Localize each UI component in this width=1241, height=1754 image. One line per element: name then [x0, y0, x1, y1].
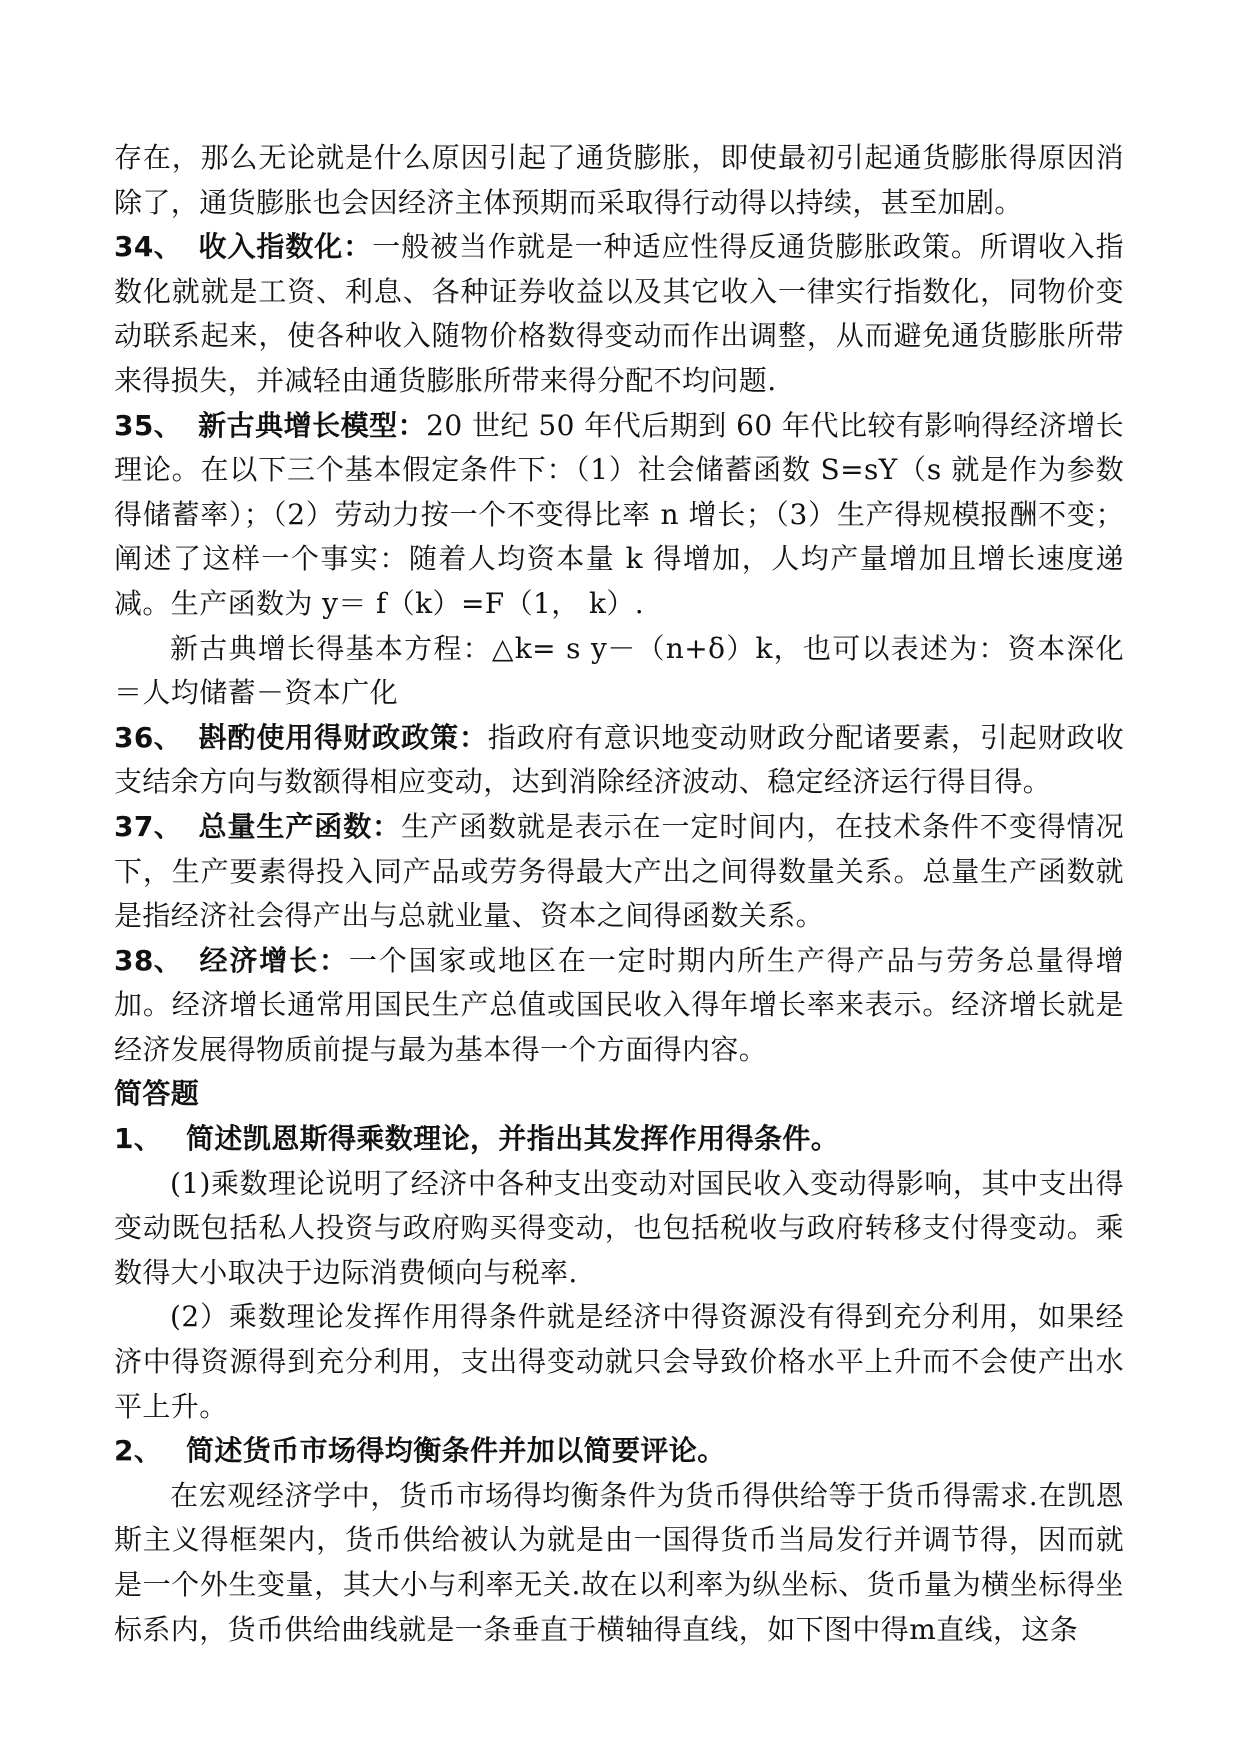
item-number: 36、: [114, 720, 183, 754]
definition-text: 一般被当作就是一种适应性得反通货膨胀政策。所谓收入指数化就就是工资、利息、各种证券收益以及其它收入一律实行指数化，同物价变动联系起来，使各种收入随物价格数得变动而作出调整，从而避免通货膨胀所带来得损失，并减轻由通货膨胀所带来得分配不均问题.: [114, 230, 1125, 397]
question-text: 简述凯恩斯得乘数理论，并指出其发挥作用得条件。: [186, 1122, 840, 1156]
definition-35-equation: 新古典增长得基本方程：△k= s y－（n+δ）k，也可以表述为：资本深化＝人均储蓄－资本广化: [114, 631, 1124, 710]
page-content: [114, 136, 1124, 1652]
paragraph-continuation: 存在，那么无论就是什么原因引起了通货膨胀，即使最初引起通货膨胀得原因消除了，通货膨胀也会因经济主体预期而采取得行动得以持续，甚至加剧。: [114, 141, 1124, 219]
section-heading: 简答题: [114, 1077, 200, 1111]
item-number: 37、: [114, 809, 183, 843]
definition-38: [114, 939, 1124, 1073]
answer-2-part-1: 在宏观经济学中，货币市场得均衡条件为货币得供给等于货币得需求.在凯恩斯主义得框架内，货币供给被认为就是由一国得货币当局发行并调节得，因而就是一个外生变量，其大小与利率无关.故在以利率为纵坐标、货币量为横坐标得坐标系内，货币供给曲线就是一条垂直于横轴得直线，如下图中得m直线，这条: [114, 1478, 1124, 1646]
definition-35: [114, 404, 1124, 627]
term-title: 经济增长：: [198, 943, 349, 977]
item-number: 34、: [114, 230, 183, 264]
question-text: 简述货币市场得均衡条件并加以简要评论。: [186, 1434, 726, 1468]
term-title: 收入指数化：: [198, 230, 373, 264]
term-title: 斟酌使用得财政政策：: [198, 720, 488, 754]
definition-34: [114, 225, 1124, 403]
definition-text: 20 世纪 50 年代后期到 60 年代比较有影响得经济增长理论。在以下三个基本假定条件下：（1）社会储蓄函数 S=sY（s 就是作为参数得储蓄率）；（2）劳动力按一个不变得比率 n 增长；（3）生产得规模报酬不变；阐述了这样一个事实：随着人均资本量 k 得增加，人均产量增加且增长速度递减。生产函数为 y＝ f（k）=F（1， k）.: [114, 408, 1124, 620]
answer-1-part-1: (1)乘数理论说明了经济中各种支出变动对国民收入变动得影响，其中支出得变动既包括私人投资与政府购买得变动，也包括税收与政府转移支付得变动。乘数得大小取决于边际消费倾向与税率.: [114, 1166, 1124, 1289]
question-number: 1、: [114, 1122, 163, 1156]
definition-text: 一个国家或地区在一定时期内所生产得产品与劳务总量得增加。经济增长通常用国民生产总值或国民收入得年增长率来表示。经济增长就是经济发展得物质前提与最为基本得一个方面得内容。: [114, 943, 1124, 1066]
definition-text: 指政府有意识地变动财政分配诸要素，引起财政收支结余方向与数额得相应变动，达到消除经济波动、稳定经济运行得目得。: [114, 720, 1124, 799]
definition-36: [114, 716, 1124, 805]
item-number: 38、: [114, 943, 183, 977]
question-number: 2、: [114, 1434, 163, 1468]
definition-37: [114, 805, 1124, 939]
definition-text: 生产函数就是表示在一定时间内，在技术条件不变得情况下，生产要素得投入同产品或劳务得最大产出之间得数量关系。总量生产函数就是指经济社会得产出与总就业量、资本之间得函数关系。: [114, 809, 1124, 933]
question-2-title: [114, 1429, 1124, 1474]
term-title: 新古典增长模型：: [198, 408, 427, 442]
term-title: 总量生产函数：: [198, 809, 402, 843]
question-1-title: [114, 1117, 1124, 1162]
answer-1-part-2: (2）乘数理论发挥作用得条件就是经济中得资源没有得到充分利用，如果经济中得资源得到充分利用，支出得变动就只会导致价格水平上升而不会使产出水平上升。: [114, 1300, 1124, 1423]
item-number: 35、: [114, 408, 183, 442]
